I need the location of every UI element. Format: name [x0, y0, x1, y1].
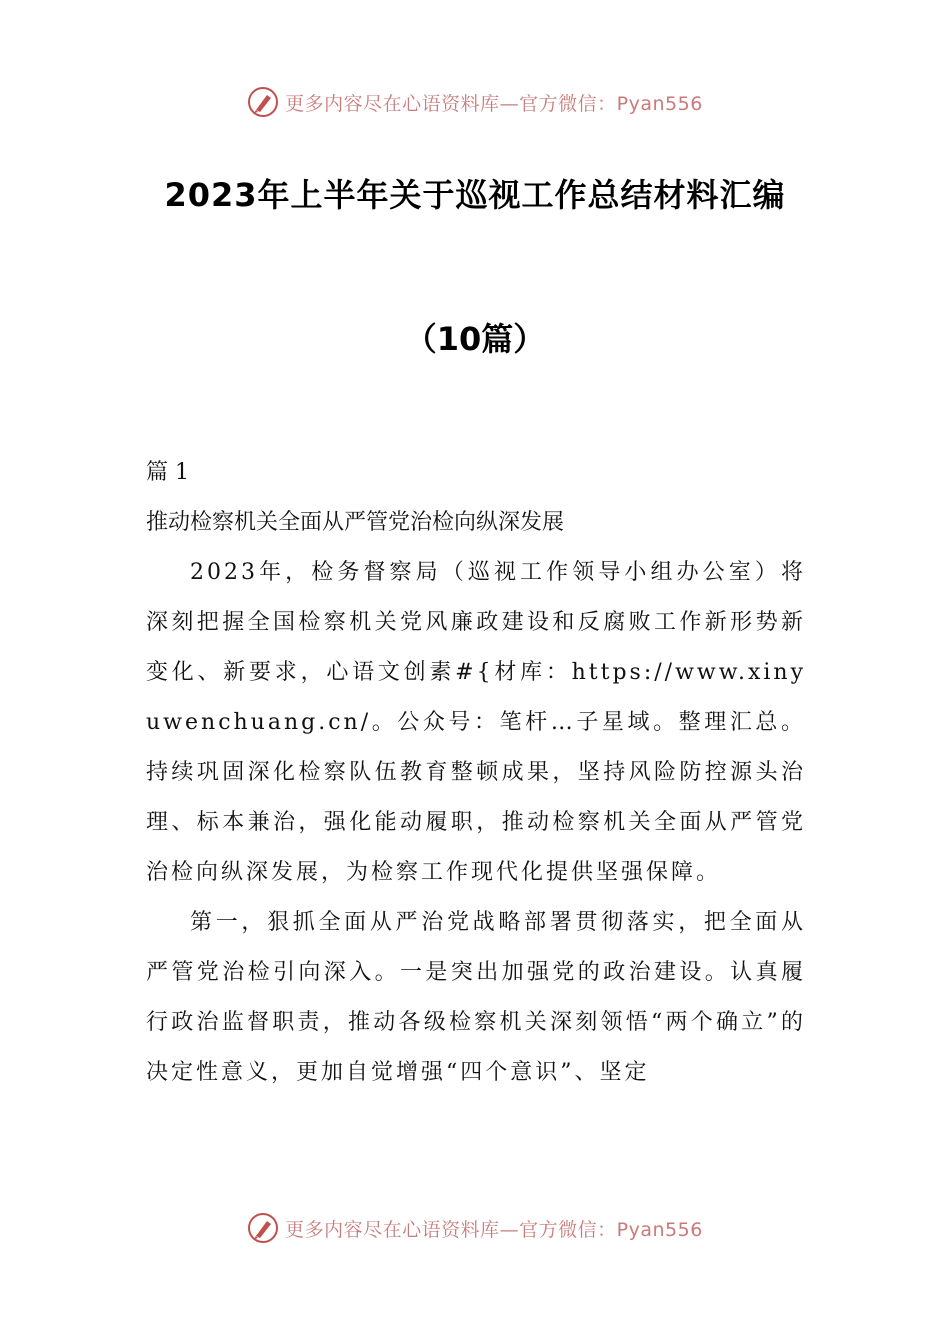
document-subtitle: （10篇）: [404, 320, 546, 358]
watermark-text: 更多内容尽在心语资料库—官方微信：Pyan556: [285, 1218, 703, 1241]
watermark-footer: [0, 1212, 950, 1244]
pen-nib-logo-icon: [247, 86, 279, 118]
paragraph-2: 第一，狠抓全面从严治党战略部署贯彻落实，把全面从严管党治检引向深入。一是突出加强党的政治建设。认真履行政治监督职责，推动各级检察机关深刻领悟“两个确立”的决定性意义，更加自觉增强“四个意识”、坚定: [146, 910, 806, 1085]
section-label: 篇 1: [146, 460, 189, 485]
watermark-text: 更多内容尽在心语资料库—官方微信：Pyan556: [285, 92, 703, 115]
pen-nib-logo-icon: [247, 1212, 279, 1244]
watermark-header: [0, 86, 950, 118]
section-heading: 推动检察机关全面从严管党治检向纵深发展: [146, 510, 565, 535]
document-title: 2023年上半年关于巡视工作总结材料汇编: [164, 176, 786, 214]
paragraph-1: 2023年，检务督察局（巡视工作领导小组办公室）将深刻把握全国检察机关党风廉政建设和反腐败工作新形势新变化、新要求，心语文创素#{材库：https://www.xinyuwenchuang.cn/。公众号：笔杆…子星域。整理汇总。持续巩固深化检察队伍教育整顿成果，坚持风险防控源头治理、标本兼治，强化能动履职，推动检察机关全面从严管党治检向纵深发展，为检察工作现代化提供坚强保障。: [146, 560, 806, 885]
document-body: [146, 448, 806, 1098]
